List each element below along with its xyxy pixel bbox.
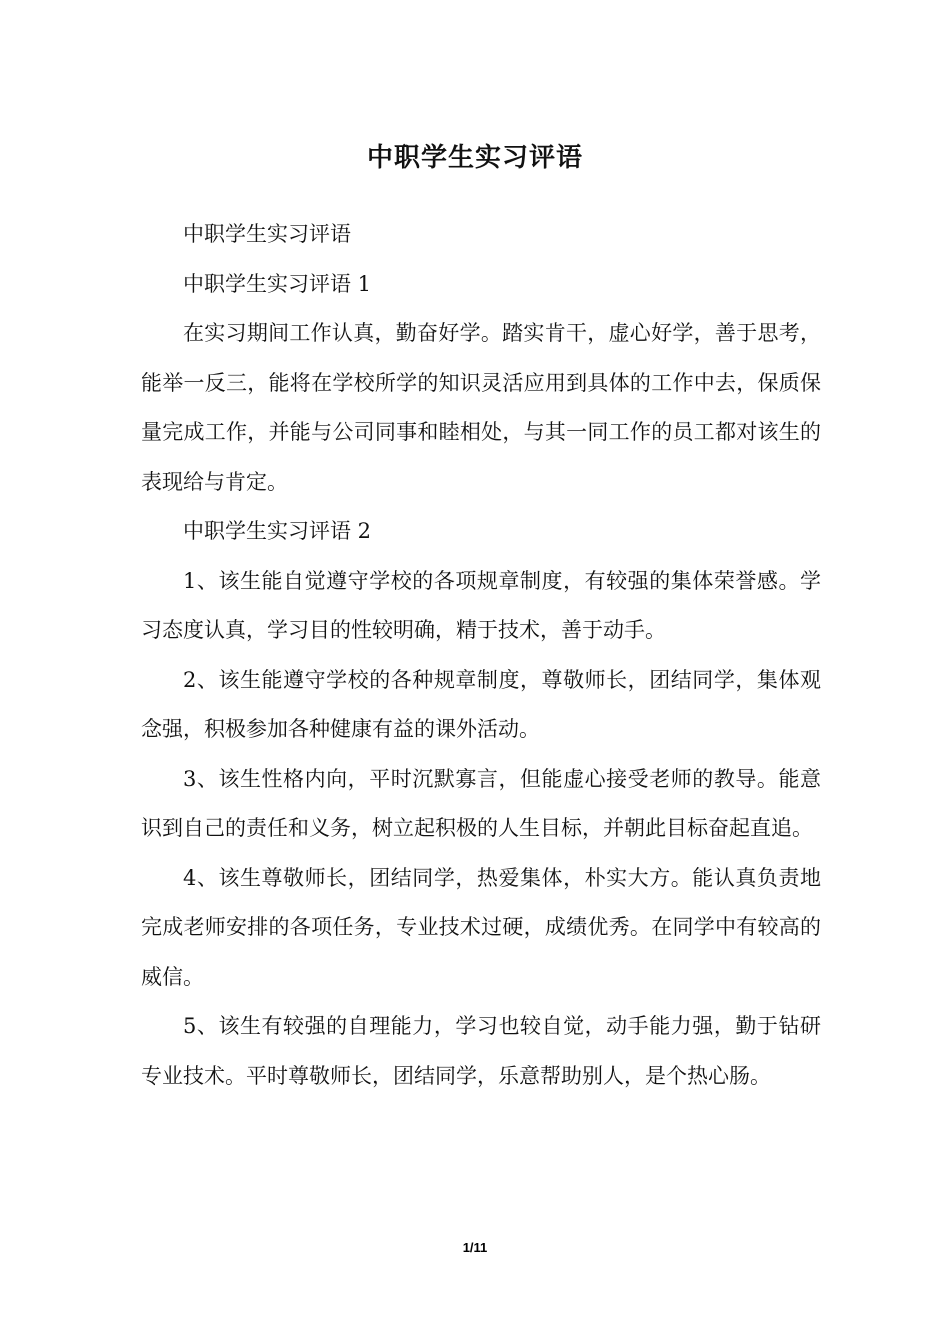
document-body [141,210,821,1101]
paragraph-subtitle: 中职学生实习评语 [183,222,351,246]
paragraph-item-2: 2、该生能遵守学校的各种规章制度，尊敬师长，团结同学，集体观念强，积极参加各种健康有益的课外活动。 [141,667,821,741]
paragraph-item-1: 1、该生能自觉遵守学校的各项规章制度，有较强的集体荣誉感。学习态度认真，学习目的性较明确，精于技术，善于动手。 [141,568,821,642]
paragraph-item-4: 4、该生尊敬师长，团结同学，热爱集体，朴实大方。能认真负责地完成老师安排的各项任务，专业技术过硬，成绩优秀。在同学中有较高的威信。 [141,865,821,989]
paragraph-item-5: 5、该生有较强的自理能力，学习也较自觉，动手能力强，勤于钻研专业技术。平时尊敬师长，团结同学，乐意帮助别人，是个热心肠。 [141,1014,821,1088]
paragraph-comment-1: 在实习期间工作认真，勤奋好学。踏实肯干，虚心好学，善于思考，能举一反三，能将在学校所学的知识灵活应用到具体的工作中去，保质保量完成工作，并能与公司同事和睦相处，与其一同工作的员工都对该生的表现给与肯定。 [141,321,821,494]
document-title: 中职学生实习评语 [366,143,583,173]
paragraph-heading-1: 中职学生实习评语 1 [183,271,372,296]
page-indicator: 1/11 [462,1240,488,1255]
paragraph-item-3: 3、该生性格内向，平时沉默寡言，但能虚心接受老师的教导。能意识到自己的责任和义务，树立起积极的人生目标，并朝此目标奋起直追。 [141,766,821,840]
paragraph-heading-2: 中职学生实习评语 2 [183,519,372,543]
